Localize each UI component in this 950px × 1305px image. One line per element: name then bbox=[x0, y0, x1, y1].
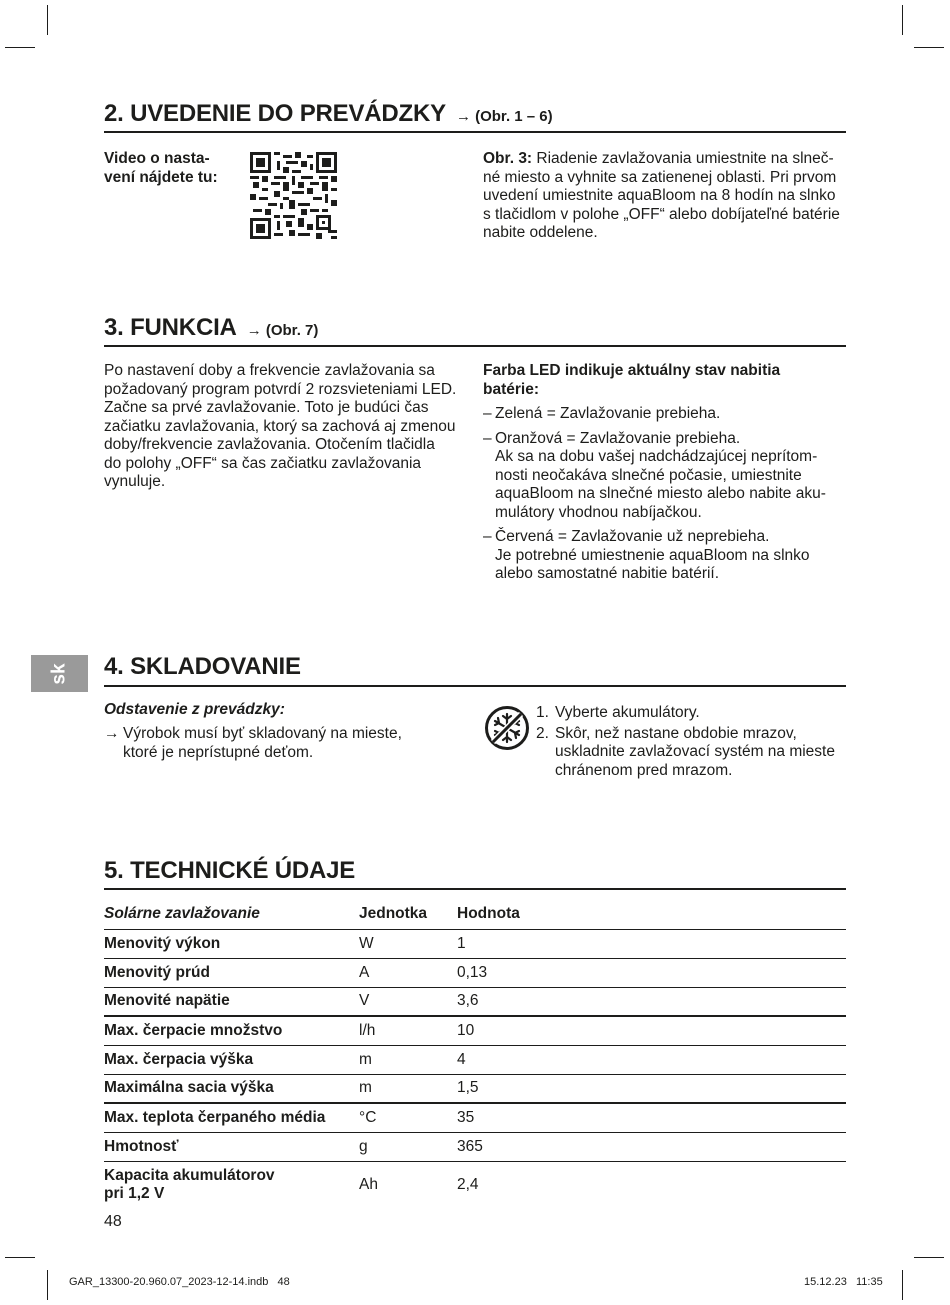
list-item: 1. Vyberte akumulátory. bbox=[536, 704, 700, 721]
heading-rule bbox=[104, 345, 846, 347]
table-row: Hmotnosť g 365 bbox=[104, 1132, 846, 1161]
table-row: Maximálna sacia výška m 1,5 bbox=[104, 1074, 846, 1103]
crop-mark bbox=[47, 1270, 48, 1300]
function-paragraph: Po nastavení doby a frekvencie zavlažovania sa požadovaný program potvrdí 2 rozsvieteniami LED. Začne sa prvé zavlažovanie. Toto je budúci čas začiatku zavlažovania, ktorý sa zachová aj zmenou doby/frekvencie zavlažovania. Otočením tlačidla do polohy „OFF“ sa čas začiatku zavlažovania vynuluje. bbox=[104, 362, 457, 490]
list-item: 2. Skôr, než nastane obdobie mrazov, uskladnite zavlažovací systém na mieste chránenom pred mrazom. bbox=[536, 724, 835, 779]
column-header: Jednotka bbox=[359, 905, 428, 923]
storage-subheading: Odstavenie z prevádzky: bbox=[104, 701, 285, 718]
crop-mark bbox=[902, 1270, 903, 1300]
heading-rule bbox=[104, 131, 846, 133]
right-arrow-icon: → bbox=[246, 322, 262, 339]
right-arrow-icon: → bbox=[104, 725, 120, 742]
qr-code-icon bbox=[250, 152, 337, 239]
storage-steps bbox=[536, 704, 856, 782]
obr3-text: Riadenie zavlažovania umiestnite na slneč- né miesto a vyhnite sa zatienenej oblasti. Pri prvom uvedení umiestnite aquaBloom na 8 hodín na slnko s tlačidlom v polohe „OFF“ alebo dobíjateľné batérie nabite oddelene. bbox=[483, 150, 840, 241]
section-title: 2. UVEDENIE DO PREVÁDZKY bbox=[104, 100, 446, 127]
no-frost-icon bbox=[484, 705, 530, 751]
section-4-heading bbox=[104, 653, 301, 681]
obr3-paragraph bbox=[483, 150, 853, 243]
video-label: Video o nasta- vení nájdete tu: bbox=[104, 150, 218, 186]
heading-rule bbox=[104, 685, 846, 687]
crop-mark bbox=[47, 5, 48, 35]
section-5-heading bbox=[104, 857, 355, 885]
table-row: Max. teplota čerpaného média °C 35 bbox=[104, 1103, 846, 1132]
list-item: – Červená = Zavlažovanie už neprebieha. Je potrebné umiestnenie aquaBloom na slnko alebo samostatné nabitie batérií. bbox=[483, 528, 810, 582]
crop-mark bbox=[5, 1257, 35, 1258]
table-row: Menovitý prúd A 0,13 bbox=[104, 958, 846, 987]
column-header: Hodnota bbox=[457, 905, 520, 923]
footer-file-info: GAR_13300-20.960.07_2023-12-14.indb 48 bbox=[69, 1276, 290, 1288]
table-row: Menovité napätie V 3,6 bbox=[104, 987, 846, 1016]
figure-ref: → (Obr. 1 – 6) bbox=[455, 108, 553, 125]
section-2-heading bbox=[104, 100, 553, 128]
led-heading: Farba LED indikuje aktuálny stav nabitia batérie: bbox=[483, 362, 781, 398]
crop-mark bbox=[914, 1257, 944, 1258]
heading-rule bbox=[104, 888, 846, 890]
crop-mark bbox=[914, 47, 944, 48]
language-tab: sk bbox=[31, 655, 88, 692]
table-header-row bbox=[104, 900, 846, 929]
list-item: – Zelená = Zavlažovanie prebieha. bbox=[483, 405, 721, 422]
table-row: Menovitý výkon W 1 bbox=[104, 929, 846, 958]
led-status-block bbox=[483, 362, 853, 590]
right-arrow-icon: → bbox=[455, 108, 471, 125]
table-row: Max. čerpacie množstvo l/h 10 bbox=[104, 1016, 846, 1045]
figure-ref: → (Obr. 7) bbox=[246, 322, 319, 339]
crop-mark bbox=[902, 5, 903, 35]
technical-data-table bbox=[104, 900, 846, 1209]
section-title: 5. TECHNICKÉ ÚDAJE bbox=[104, 857, 356, 884]
table-row: Max. čerpacia výška m 4 bbox=[104, 1045, 846, 1074]
column-header: Solárne zavlažovanie bbox=[104, 905, 260, 923]
section-title: 4. SKLADOVANIE bbox=[104, 653, 301, 680]
table-row: Kapacita akumulátorov pri 1,2 V Ah 2,4 bbox=[104, 1167, 479, 1203]
page-number: 48 bbox=[104, 1213, 122, 1230]
crop-mark bbox=[5, 47, 35, 48]
storage-note: → Výrobok musí byť skladovaný na mieste, ktoré je neprístupné deťom. bbox=[104, 725, 402, 761]
section-title: 3. FUNKCIA bbox=[104, 314, 237, 341]
list-item: – Oranžová = Zavlažovanie prebieha. Ak sa na dobu vašej nadchádzajúcej neprítom- nosti neočakáva slnečné počasie, umiestnite aquaBloom na slnečné miesto alebo nabite aku- mulátory vhodnou nabíjačkou. bbox=[483, 429, 826, 521]
obr3-label: Obr. 3: bbox=[483, 150, 533, 167]
section-3-heading bbox=[104, 314, 318, 342]
footer-date: 15.12.23 11:35 bbox=[804, 1276, 883, 1288]
